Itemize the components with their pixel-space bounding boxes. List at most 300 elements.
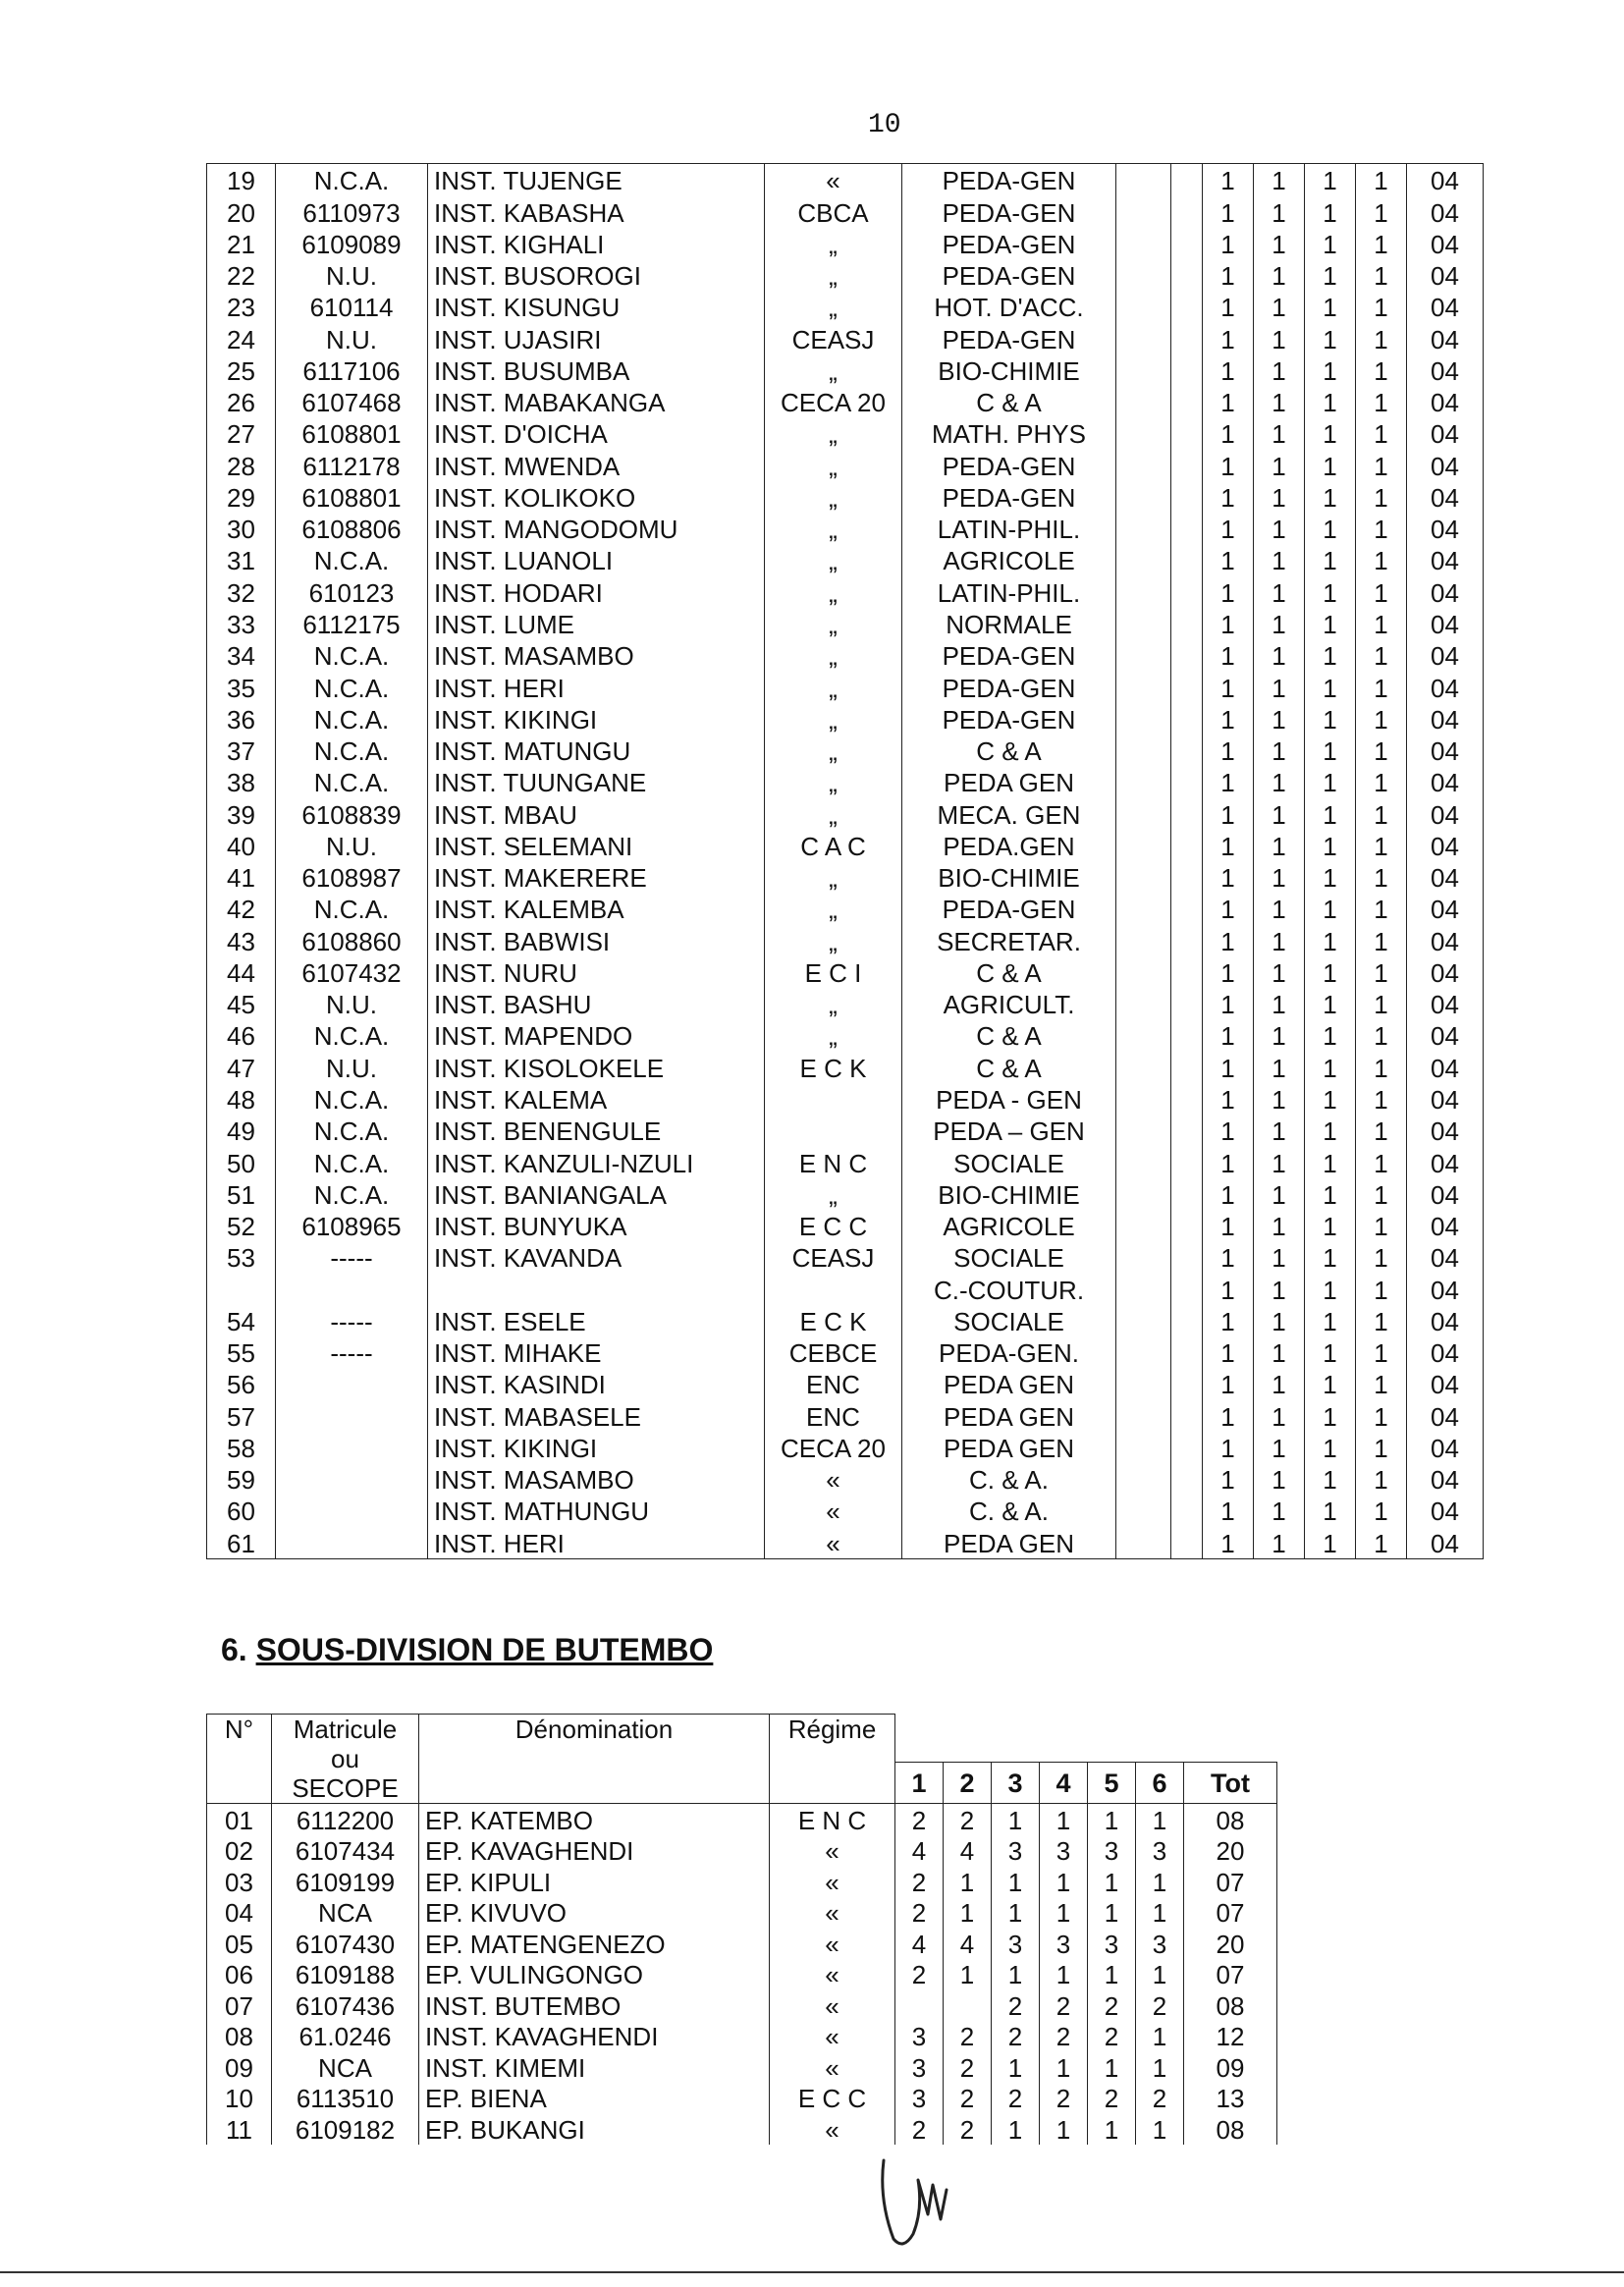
cell-matricule: N.C.A.	[276, 735, 428, 766]
cell-section: PEDA – GEN	[902, 1115, 1116, 1146]
header-regime: Régime	[770, 1715, 895, 1804]
header-class-4: 4	[1040, 1763, 1088, 1804]
cell-class-1: 4	[895, 1928, 944, 1959]
cell-class-3: 1	[992, 2051, 1040, 2083]
cell-class-1: 1	[1203, 861, 1254, 893]
cell-blank-b	[1171, 1083, 1203, 1115]
cell-blank-b	[1171, 228, 1203, 259]
cell-class-1: 1	[1203, 1051, 1254, 1082]
cell-blank-a	[1116, 766, 1171, 797]
cell-class-6: 2	[1136, 1989, 1184, 2021]
cell-class-6: 2	[1136, 2083, 1184, 2114]
cell-blank-b	[1171, 703, 1203, 735]
table-row	[207, 1804, 1277, 1835]
cell-section: MECA. GEN	[902, 797, 1116, 829]
cell-regime: E C C	[765, 1210, 902, 1241]
cell-class-4: 1	[1356, 893, 1407, 924]
cell-section: C & A	[902, 956, 1116, 988]
cell-section: BIO-CHIMIE	[902, 861, 1116, 893]
cell-matricule: 61.0246	[272, 2021, 419, 2052]
cell-class-4: 1	[1356, 164, 1407, 196]
cell-class-2: 1	[1254, 164, 1305, 196]
table-row	[207, 1432, 1484, 1463]
cell-class-2: 1	[1254, 544, 1305, 575]
cell-class-1: 1	[1203, 1305, 1254, 1336]
cell-row-number: 40	[207, 830, 276, 861]
cell-class-3: 2	[992, 1989, 1040, 2021]
cell-regime: «	[770, 1897, 895, 1929]
cell-row-number: 47	[207, 1051, 276, 1082]
cell-regime: «	[770, 2051, 895, 2083]
cell-denomination: INST. BENENGULE	[428, 1115, 765, 1146]
cell-section: C & A	[902, 386, 1116, 417]
cell-blank-a	[1116, 386, 1171, 417]
cell-total: 13	[1184, 2083, 1277, 2114]
cell-blank-a	[1116, 924, 1171, 955]
cell-denomination: INST. UJASIRI	[428, 322, 765, 354]
cell-section: HOT. D'ACC.	[902, 291, 1116, 322]
table-row	[207, 671, 1484, 702]
table-row	[207, 1399, 1484, 1431]
cell-denomination: INST. MASAMBO	[428, 639, 765, 671]
cell-regime	[765, 1115, 902, 1146]
cell-class-4: 1	[1356, 1305, 1407, 1336]
signature-mark	[874, 2141, 952, 2259]
cell-row-number: 30	[207, 513, 276, 544]
table-row	[207, 1115, 1484, 1146]
cell-class-3: 1	[1305, 1019, 1356, 1051]
cell-class-4: 3	[1040, 1928, 1088, 1959]
cell-regime: „	[765, 481, 902, 513]
cell-regime: „	[765, 924, 902, 955]
cell-row-number: 02	[207, 1835, 272, 1867]
cell-denomination: INST. HERI	[428, 671, 765, 702]
cell-class-3: 1	[992, 1804, 1040, 1835]
table-row	[207, 797, 1484, 829]
cell-matricule: 6108839	[276, 797, 428, 829]
cell-class-1: 1	[1203, 830, 1254, 861]
cell-row-number: 52	[207, 1210, 276, 1241]
cell-row-number: 21	[207, 228, 276, 259]
cell-class-4: 1	[1356, 1526, 1407, 1558]
cell-section: SOCIALE	[902, 1146, 1116, 1177]
cell-class-1: 1	[1203, 513, 1254, 544]
cell-class-3: 1	[1305, 322, 1356, 354]
cell-total: 04	[1407, 924, 1484, 955]
cell-class-2: 1	[1254, 671, 1305, 702]
cell-denomination: INST. MWENDA	[428, 449, 765, 480]
cell-class-1: 1	[1203, 608, 1254, 639]
cell-class-3: 1	[1305, 544, 1356, 575]
cell-matricule: 6113510	[272, 2083, 419, 2114]
cell-denomination: INST. D'OICHA	[428, 417, 765, 449]
cell-class-4: 1	[1356, 291, 1407, 322]
cell-section: PEDA-GEN	[902, 164, 1116, 196]
cell-class-4: 1	[1356, 830, 1407, 861]
cell-denomination: INST. KABASHA	[428, 195, 765, 227]
cell-regime: „	[765, 893, 902, 924]
cell-class-4: 1	[1356, 417, 1407, 449]
cell-class-4: 3	[1040, 1835, 1088, 1867]
table-row	[207, 164, 1484, 196]
cell-row-number: 19	[207, 164, 276, 196]
cell-class-1: 1	[1203, 1399, 1254, 1431]
cell-row-number: 35	[207, 671, 276, 702]
cell-class-3: 1	[1305, 1051, 1356, 1082]
cell-class-2	[944, 1989, 992, 2021]
cell-class-3: 1	[1305, 1463, 1356, 1495]
cell-class-3: 1	[1305, 386, 1356, 417]
cell-matricule: 6108965	[276, 1210, 428, 1241]
cell-regime: „	[765, 1019, 902, 1051]
cell-blank-b	[1171, 195, 1203, 227]
schools-table-continued	[206, 163, 1484, 1559]
cell-denomination: EP. VULINGONGO	[419, 1959, 770, 1990]
cell-class-5: 1	[1088, 1866, 1136, 1897]
table-row	[207, 386, 1484, 417]
cell-blank-b	[1171, 1115, 1203, 1146]
cell-class-2: 1	[1254, 1115, 1305, 1146]
cell-regime: „	[765, 354, 902, 386]
page-number: 10	[868, 110, 901, 140]
cell-row-number: 01	[207, 1804, 272, 1835]
cell-row-number	[207, 1273, 276, 1304]
cell-row-number: 39	[207, 797, 276, 829]
cell-matricule	[276, 1463, 428, 1495]
cell-class-2: 1	[1254, 449, 1305, 480]
cell-regime: E N C	[765, 1146, 902, 1177]
cell-matricule: N.U.	[276, 322, 428, 354]
cell-blank-a	[1116, 354, 1171, 386]
cell-class-2: 1	[1254, 797, 1305, 829]
cell-class-4: 1	[1356, 1495, 1407, 1526]
cell-blank-b	[1171, 481, 1203, 513]
cell-class-4: 1	[1040, 2051, 1088, 2083]
cell-matricule	[276, 1495, 428, 1526]
cell-section: BIO-CHIMIE	[902, 354, 1116, 386]
cell-class-4: 1	[1356, 1273, 1407, 1304]
cell-matricule: 6112200	[272, 1804, 419, 1835]
table-row	[207, 1526, 1484, 1558]
cell-class-2: 1	[1254, 766, 1305, 797]
cell-total: 07	[1184, 1866, 1277, 1897]
cell-regime: «	[765, 1495, 902, 1526]
cell-class-1: 1	[1203, 322, 1254, 354]
cell-section: PEDA-GEN	[902, 228, 1116, 259]
cell-class-3: 1	[1305, 1178, 1356, 1210]
cell-section: PEDA-GEN	[902, 893, 1116, 924]
table-row	[207, 1241, 1484, 1273]
cell-denomination: INST. KISUNGU	[428, 291, 765, 322]
cell-row-number: 11	[207, 2113, 272, 2145]
cell-class-3: 1	[992, 2113, 1040, 2145]
cell-class-1: 1	[1203, 671, 1254, 702]
cell-blank-a	[1116, 575, 1171, 607]
cell-class-6: 1	[1136, 1804, 1184, 1835]
cell-denomination: EP. BUKANGI	[419, 2113, 770, 2145]
cell-row-number: 05	[207, 1928, 272, 1959]
cell-class-3: 1	[1305, 1115, 1356, 1146]
cell-class-2: 1	[1254, 195, 1305, 227]
cell-class-1: 1	[1203, 703, 1254, 735]
cell-blank-b	[1171, 354, 1203, 386]
cell-denomination: INST. MABASELE	[428, 1399, 765, 1431]
cell-denomination: INST. MBAU	[428, 797, 765, 829]
cell-class-2: 1	[1254, 1273, 1305, 1304]
header-class-6: 6	[1136, 1763, 1184, 1804]
cell-denomination: INST. TUJENGE	[428, 164, 765, 196]
cell-class-2: 1	[1254, 1146, 1305, 1177]
cell-class-2: 2	[944, 2021, 992, 2052]
cell-blank-b	[1171, 1273, 1203, 1304]
cell-blank-b	[1171, 1146, 1203, 1177]
cell-regime: CEASJ	[765, 1241, 902, 1273]
cell-class-2: 1	[1254, 735, 1305, 766]
header-class-5: 5	[1088, 1763, 1136, 1804]
cell-class-1: 1	[1203, 386, 1254, 417]
cell-denomination: INST. BUSOROGI	[428, 259, 765, 291]
table-row	[207, 988, 1484, 1019]
cell-regime: «	[765, 1463, 902, 1495]
cell-blank-b	[1171, 1495, 1203, 1526]
cell-total: 04	[1407, 1463, 1484, 1495]
cell-denomination: INST. LUANOLI	[428, 544, 765, 575]
cell-class-3: 1	[1305, 639, 1356, 671]
cell-class-1: 2	[895, 1897, 944, 1929]
cell-class-3: 1	[1305, 988, 1356, 1019]
cell-class-4: 1	[1356, 544, 1407, 575]
cell-class-3: 1	[1305, 291, 1356, 322]
cell-regime: «	[770, 2021, 895, 2052]
cell-matricule: 6109188	[272, 1959, 419, 1990]
cell-class-2: 1	[1254, 1178, 1305, 1210]
table-row	[207, 703, 1484, 735]
cell-denomination: INST. ESELE	[428, 1305, 765, 1336]
cell-section: MATH. PHYS	[902, 417, 1116, 449]
cell-matricule: N.C.A.	[276, 544, 428, 575]
cell-section: PEDA-GEN	[902, 639, 1116, 671]
cell-regime: „	[765, 671, 902, 702]
cell-denomination: INST. KISOLOKELE	[428, 1051, 765, 1082]
cell-class-2: 1	[1254, 259, 1305, 291]
cell-row-number: 06	[207, 1959, 272, 1990]
cell-class-2: 4	[944, 1928, 992, 1959]
cell-blank-b	[1171, 1463, 1203, 1495]
cell-class-4: 1	[1356, 386, 1407, 417]
cell-class-2: 1	[1254, 924, 1305, 955]
cell-row-number: 04	[207, 1897, 272, 1929]
cell-class-2: 1	[1254, 1019, 1305, 1051]
cell-class-4: 1	[1040, 2113, 1088, 2145]
cell-blank-b	[1171, 164, 1203, 196]
cell-blank-b	[1171, 861, 1203, 893]
cell-matricule: 6112175	[276, 608, 428, 639]
cell-matricule: NCA	[272, 1897, 419, 1929]
cell-total: 04	[1407, 1241, 1484, 1273]
cell-class-4: 1	[1356, 575, 1407, 607]
cell-class-1: 4	[895, 1835, 944, 1867]
cell-regime	[765, 1273, 902, 1304]
cell-class-4: 1	[1356, 1336, 1407, 1368]
cell-matricule: 6108801	[276, 417, 428, 449]
cell-class-2: 1	[1254, 956, 1305, 988]
cell-denomination: INST. MIHAKE	[428, 1336, 765, 1368]
cell-section: PEDA-GEN.	[902, 1336, 1116, 1368]
cell-denomination: INST. KIMEMI	[419, 2051, 770, 2083]
cell-row-number: 57	[207, 1399, 276, 1431]
section-title	[221, 1632, 713, 1668]
cell-class-5: 2	[1088, 1989, 1136, 2021]
cell-regime: E C I	[765, 956, 902, 988]
cell-blank-a	[1116, 417, 1171, 449]
cell-class-3: 1	[1305, 861, 1356, 893]
cell-matricule: 6108860	[276, 924, 428, 955]
cell-class-3: 1	[1305, 1432, 1356, 1463]
cell-regime: CECA 20	[765, 1432, 902, 1463]
cell-blank-a	[1116, 1495, 1171, 1526]
cell-row-number: 58	[207, 1432, 276, 1463]
cell-class-1: 1	[1203, 228, 1254, 259]
cell-section: PEDA - GEN	[902, 1083, 1116, 1115]
cell-blank-a	[1116, 1526, 1171, 1558]
table-row	[207, 228, 1484, 259]
cell-blank-b	[1171, 449, 1203, 480]
table-row	[207, 575, 1484, 607]
cell-row-number: 26	[207, 386, 276, 417]
cell-regime: „	[765, 1178, 902, 1210]
cell-regime: «	[765, 164, 902, 196]
cell-matricule: 6117106	[276, 354, 428, 386]
table-row	[207, 861, 1484, 893]
cell-matricule	[276, 1526, 428, 1558]
cell-class-1: 3	[895, 2083, 944, 2114]
cell-row-number: 24	[207, 322, 276, 354]
cell-class-3: 1	[1305, 513, 1356, 544]
cell-blank-a	[1116, 1273, 1171, 1304]
cell-section: PEDA-GEN	[902, 449, 1116, 480]
cell-total: 04	[1407, 608, 1484, 639]
cell-class-3: 1	[1305, 1210, 1356, 1241]
table-row	[207, 544, 1484, 575]
cell-regime: „	[765, 417, 902, 449]
cell-class-2: 1	[1254, 1368, 1305, 1399]
cell-class-3: 1	[1305, 1146, 1356, 1177]
cell-denomination: INST. KIKINGI	[428, 1432, 765, 1463]
cell-class-2: 1	[1254, 291, 1305, 322]
cell-denomination: EP. KIVUVO	[419, 1897, 770, 1929]
cell-class-3: 1	[1305, 481, 1356, 513]
cell-section: SOCIALE	[902, 1305, 1116, 1336]
cell-class-1: 2	[895, 1804, 944, 1835]
cell-class-5: 3	[1088, 1835, 1136, 1867]
cell-regime: E C K	[765, 1305, 902, 1336]
cell-denomination: INST. BASHU	[428, 988, 765, 1019]
cell-section: LATIN-PHIL.	[902, 513, 1116, 544]
cell-matricule: 6110973	[276, 195, 428, 227]
cell-class-6: 1	[1136, 1897, 1184, 1929]
cell-total: 07	[1184, 1959, 1277, 1990]
table-row	[207, 2113, 1277, 2145]
cell-regime: C A C	[765, 830, 902, 861]
cell-row-number: 53	[207, 1241, 276, 1273]
cell-total: 04	[1407, 830, 1484, 861]
cell-regime: «	[770, 1928, 895, 1959]
cell-class-2: 2	[944, 2113, 992, 2145]
cell-blank-a	[1116, 608, 1171, 639]
cell-row-number: 41	[207, 861, 276, 893]
cell-class-2: 1	[1254, 988, 1305, 1019]
cell-row-number: 60	[207, 1495, 276, 1526]
cell-blank-a	[1116, 481, 1171, 513]
cell-matricule	[276, 1432, 428, 1463]
cell-blank-a	[1116, 449, 1171, 480]
cell-class-2: 2	[944, 2083, 992, 2114]
cell-class-2: 1	[944, 1866, 992, 1897]
cell-class-1: 1	[1203, 1273, 1254, 1304]
cell-class-2: 1	[1254, 639, 1305, 671]
cell-class-1: 1	[1203, 988, 1254, 1019]
cell-class-1: 1	[1203, 1210, 1254, 1241]
cell-denomination: INST. BABWISI	[428, 924, 765, 955]
cell-denomination: EP. KATEMBO	[419, 1804, 770, 1835]
cell-total: 04	[1407, 449, 1484, 480]
table-row	[207, 924, 1484, 955]
cell-class-4: 1	[1040, 1959, 1088, 1990]
cell-regime: «	[770, 1835, 895, 1867]
cell-section: PEDA GEN	[902, 1526, 1116, 1558]
cell-row-number: 03	[207, 1866, 272, 1897]
cell-class-4: 1	[1356, 797, 1407, 829]
cell-matricule: 6107434	[272, 1835, 419, 1867]
cell-total: 04	[1407, 703, 1484, 735]
cell-class-1: 1	[1203, 417, 1254, 449]
cell-class-4: 1	[1040, 1897, 1088, 1929]
cell-class-6: 3	[1136, 1928, 1184, 1959]
cell-total: 04	[1407, 671, 1484, 702]
cell-class-4: 1	[1356, 1399, 1407, 1431]
cell-class-2: 1	[1254, 608, 1305, 639]
cell-section: SOCIALE	[902, 1241, 1116, 1273]
cell-row-number: 56	[207, 1368, 276, 1399]
cell-denomination: INST. KIKINGI	[428, 703, 765, 735]
header-matricule-line1: Matricule	[293, 1715, 398, 1744]
cell-class-1: 3	[895, 2021, 944, 2052]
cell-blank-b	[1171, 956, 1203, 988]
table-row	[207, 1495, 1484, 1526]
cell-section: C & A	[902, 1051, 1116, 1082]
table-row	[207, 1336, 1484, 1368]
cell-section: AGRICOLE	[902, 1210, 1116, 1241]
cell-blank-a	[1116, 1178, 1171, 1210]
cell-class-2: 1	[1254, 893, 1305, 924]
cell-blank-a	[1116, 195, 1171, 227]
cell-matricule: 6112178	[276, 449, 428, 480]
cell-total: 12	[1184, 2021, 1277, 2052]
cell-class-1: 2	[895, 2113, 944, 2145]
cell-class-1: 1	[1203, 544, 1254, 575]
cell-matricule: 610114	[276, 291, 428, 322]
cell-regime: E C K	[765, 1051, 902, 1082]
cell-regime: „	[765, 766, 902, 797]
cell-blank-b	[1171, 544, 1203, 575]
header-matricule-line3: SECOPE	[292, 1773, 399, 1803]
cell-blank-b	[1171, 1178, 1203, 1210]
table-header-row	[207, 1715, 1277, 1763]
cell-row-number: 27	[207, 417, 276, 449]
cell-section: BIO-CHIMIE	[902, 1178, 1116, 1210]
cell-regime: „	[765, 735, 902, 766]
cell-denomination: INST. MASAMBO	[428, 1463, 765, 1495]
